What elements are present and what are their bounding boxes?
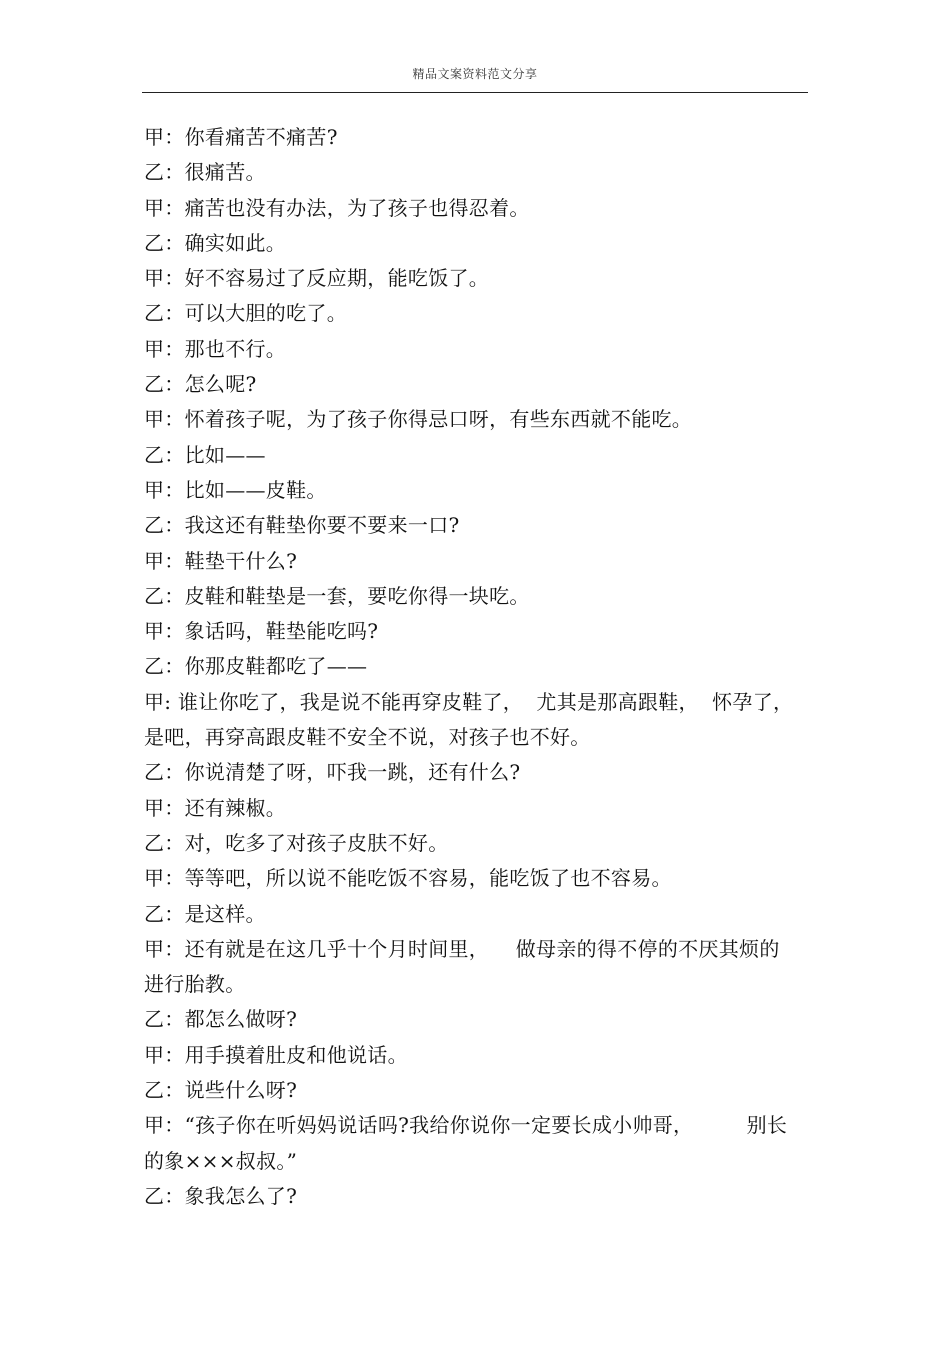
- dialogue-line: 乙：你说清楚了呀，吓我一跳，还有什么?: [144, 760, 521, 785]
- dialogue-line-continued: 的象×××叔叔。”: [144, 1148, 298, 1173]
- dialogue-line: 甲：还有辣椒。: [144, 795, 287, 820]
- page-header: [142, 66, 808, 93]
- dialogue-line: 甲：你看痛苦不痛苦?: [144, 125, 338, 149]
- dialogue-line: 甲：还有就是在这几乎十个月时间里， 做母亲的得不停的不厌其烦的: [144, 936, 780, 961]
- dialogue-line: 乙：我这还有鞋垫你要不要来一口?: [144, 513, 460, 538]
- dialogue-line: 乙：很痛苦。: [144, 160, 266, 185]
- dialogue-line: 乙：你那皮鞋都吃了——: [144, 654, 368, 679]
- dialogue-line: 乙：可以大胆的吃了。: [144, 301, 347, 326]
- dialogue-line: 乙：是这样。: [144, 901, 266, 926]
- dialogue-line: 乙：都怎么做呀?: [144, 1007, 298, 1032]
- dialogue-line-continued: 是吧，再穿高跟皮鞋不安全不说，对孩子也不好。: [144, 725, 591, 750]
- dialogue-line: 甲：象话吗，鞋垫能吃吗?: [144, 619, 379, 644]
- dialogue-line: 乙：皮鞋和鞋垫是一套，要吃你得一块吃。: [144, 583, 530, 608]
- dialogue-line: 乙：确实如此。: [144, 230, 287, 255]
- dialogue-body: [144, 120, 810, 1214]
- dialogue-line: 乙：比如——: [144, 442, 266, 467]
- dialogue-line: 甲：那也不行。: [144, 336, 287, 361]
- dialogue-line: 甲: 谁让你吃了，我是说不能再穿皮鞋了， 尤其是那高跟鞋， 怀孕了，: [144, 689, 794, 714]
- dialogue-line: 甲：等等吧，所以说不能吃饭不容易，能吃饭了也不容易。: [144, 866, 672, 891]
- dialogue-line: 甲：鞋垫干什么?: [144, 548, 298, 573]
- dialogue-line: 甲：“孩子你在听妈妈说话吗?我给你说你一定要长成小帅哥， 别长: [144, 1113, 788, 1138]
- dialogue-line: 乙：象我怎么了?: [144, 1183, 298, 1208]
- dialogue-line: 乙：说些什么呀?: [144, 1078, 298, 1103]
- dialogue-line: 甲：好不容易过了反应期，能吃饭了。: [144, 266, 490, 291]
- header-title: 精品文案资料范文分享: [412, 67, 538, 81]
- dialogue-line: 乙：怎么呢?: [144, 372, 257, 397]
- dialogue-line: 甲：比如——皮鞋。: [144, 477, 327, 502]
- dialogue-line-continued: 进行胎教。: [144, 972, 246, 997]
- dialogue-line: 乙：对，吃多了对孩子皮肤不好。: [144, 830, 449, 855]
- dialogue-line: 甲：用手摸着肚皮和他说话。: [144, 1042, 408, 1067]
- dialogue-line: 甲：怀着孩子呢，为了孩子你得忌口呀，有些东西就不能吃。: [144, 407, 693, 432]
- dialogue-line: 甲：痛苦也没有办法，为了孩子也得忍着。: [144, 195, 530, 220]
